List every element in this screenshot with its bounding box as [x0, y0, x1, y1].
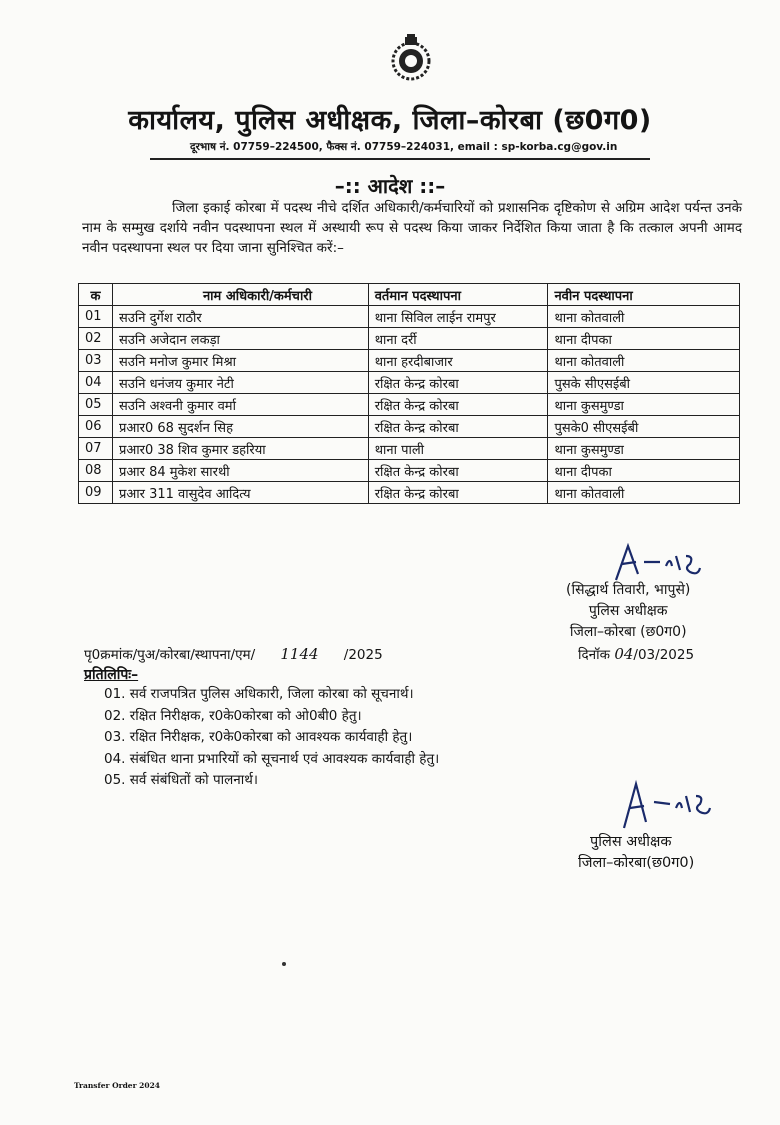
handwritten-signature-2: [616, 778, 716, 833]
reference-line: [84, 645, 383, 663]
handwritten-signature: [608, 540, 718, 585]
footer-note: Transfer Order 2024: [74, 1081, 161, 1090]
cell-name: सउनि मनोज कुमार मिश्रा: [112, 350, 368, 372]
header-divider: [150, 158, 650, 160]
table-row: [79, 416, 740, 438]
copy-item: 03. रक्षित निरीक्षक, र0के0कोरबा को आवश्यक कार्यवाही हेतु।: [104, 729, 413, 745]
table-row: [79, 328, 740, 350]
date-line: [578, 645, 694, 663]
table-row: [79, 306, 740, 328]
copy-heading: प्रतिलिपिः–: [84, 667, 139, 683]
paper-speck: [282, 962, 286, 966]
cell-new-posting: थाना कुसमुण्डा: [548, 394, 740, 416]
date-rest: /03/2025: [633, 647, 695, 663]
reference-number: 1144: [280, 645, 319, 663]
cell-serial: 02: [79, 328, 113, 350]
col-current-posting: वर्तमान पदस्थापना: [368, 284, 548, 306]
col-name: नाम अधिकारी/कर्मचारी: [112, 284, 368, 306]
cell-name: प्रआर 311 वासुदेव आदित्य: [112, 482, 368, 504]
table-row: [79, 372, 740, 394]
col-serial: क: [79, 284, 113, 306]
cell-new-posting: थाना कोतवाली: [548, 482, 740, 504]
date-label: दिनॉक: [578, 647, 611, 663]
cell-name: प्रआर0 38 शिव कुमार डहरिया: [112, 438, 368, 460]
cell-name: सउनि अश्वनी कुमार वर्मा: [112, 394, 368, 416]
cell-name: प्रआर0 68 सुदर्शन सिह: [112, 416, 368, 438]
reference-prefix: पृ0क्रमांक/पुअ/कोरबा/स्थापना/एम/: [84, 647, 256, 663]
cell-new-posting: थाना दीपका: [548, 328, 740, 350]
copy-item: 05. सर्व संबंधितों को पालनार्थ।: [104, 772, 259, 788]
copy-list: [104, 684, 439, 792]
cell-new-posting: थाना कोतवाली: [548, 306, 740, 328]
cell-current-posting: रक्षित केन्द्र कोरबा: [368, 416, 548, 438]
cell-name: प्रआर 84 मुकेश सारथी: [112, 460, 368, 482]
cell-current-posting: रक्षित केन्द्र कोरबा: [368, 482, 548, 504]
cell-new-posting: थाना कोतवाली: [548, 350, 740, 372]
cell-current-posting: रक्षित केन्द्र कोरबा: [368, 460, 548, 482]
table-row: [79, 482, 740, 504]
table-row: [79, 350, 740, 372]
cell-serial: 01: [79, 306, 113, 328]
signatory-district-2: जिला–कोरबा(छ0ग0): [578, 855, 695, 871]
cell-new-posting: पुसके0 सीएसईबी: [548, 416, 740, 438]
copy-item: 01. सर्व राजपत्रित पुलिस अधिकारी, जिला कोरबा को सूचनार्थ।: [104, 686, 414, 702]
cell-current-posting: थाना सिविल लाईन रामपुर: [368, 306, 548, 328]
cell-serial: 05: [79, 394, 113, 416]
cell-new-posting: पुसके सीएसईबी: [548, 372, 740, 394]
signature-block-2: [578, 832, 694, 874]
police-emblem: [386, 34, 436, 84]
cell-new-posting: थाना कुसमुण्डा: [548, 438, 740, 460]
cell-serial: 08: [79, 460, 113, 482]
cell-current-posting: रक्षित केन्द्र कोरबा: [368, 372, 548, 394]
table-row: [79, 394, 740, 416]
cell-current-posting: थाना हरदीबाजार: [368, 350, 548, 372]
cell-serial: 09: [79, 482, 113, 504]
signatory-designation-2: पुलिस अधीक्षक: [590, 834, 672, 850]
signatory-district: जिला–कोरबा (छ0ग0): [569, 624, 687, 640]
cell-current-posting: थाना पाली: [368, 438, 548, 460]
reference-year: /2025: [343, 647, 383, 663]
cell-new-posting: थाना दीपका: [548, 460, 740, 482]
cell-serial: 06: [79, 416, 113, 438]
signature-block: [566, 580, 690, 643]
cell-name: सउनि धनंजय कुमार नेटी: [112, 372, 368, 394]
date-day: 04: [614, 645, 634, 663]
office-title: कार्यालय, पुलिस अधीक्षक, जिला–कोरबा (छ0ग0): [128, 105, 652, 136]
copy-item: 04. संबंधित थाना प्रभारियों को सूचनार्थ एवं आवश्यक कार्यवाही हेतु।: [104, 750, 440, 767]
cell-current-posting: रक्षित केन्द्र कोरबा: [368, 394, 548, 416]
transfer-table: [78, 283, 740, 504]
cell-name: सउनि अजेदान लकड़ा: [112, 328, 368, 350]
cell-name: सउनि दुर्गेश राठौर: [112, 306, 368, 328]
order-heading: –:: आदेश ::–: [334, 174, 446, 198]
cell-serial: 03: [79, 350, 113, 372]
table-row: [79, 460, 740, 482]
order-intro: जिला इकाई कोरबा में पदस्थ नीचे दर्शित अधिकारी/कर्मचारियों को प्रशासनिक दृष्टिकोण से अग्रिम आदेश पर्यन्त उनके नाम के सम्मुख दर्शाये नवीन पदस्थापना स्थल में अस्थायी रूप से पदस्थ किया जाकर निर्देशित किया जाता है कि तत्काल अपनी आमद नवीन पदस्थापना स्थल पर दिया जाना सुनिश्चित करें:–: [82, 200, 742, 256]
signatory-designation: पुलिस अधीक्षक: [588, 603, 668, 619]
table-header-row: [79, 284, 740, 306]
signatory-name: (सिद्धार्थ तिवारी, भापुसे): [566, 582, 691, 598]
table-row: [79, 438, 740, 460]
cell-serial: 04: [79, 372, 113, 394]
cell-current-posting: थाना दर्री: [368, 328, 548, 350]
cell-serial: 07: [79, 438, 113, 460]
copy-item: 02. रक्षित निरीक्षक, र0के0कोरबा को ओ0बी0 हेतु।: [104, 707, 362, 724]
contact-line: दूरभाष नं. 07759–224500, फैक्स नं. 07759–224031, email : sp-korba.cg@gov.in: [190, 141, 618, 153]
col-new-posting: नवीन पदस्थापना: [548, 284, 740, 306]
